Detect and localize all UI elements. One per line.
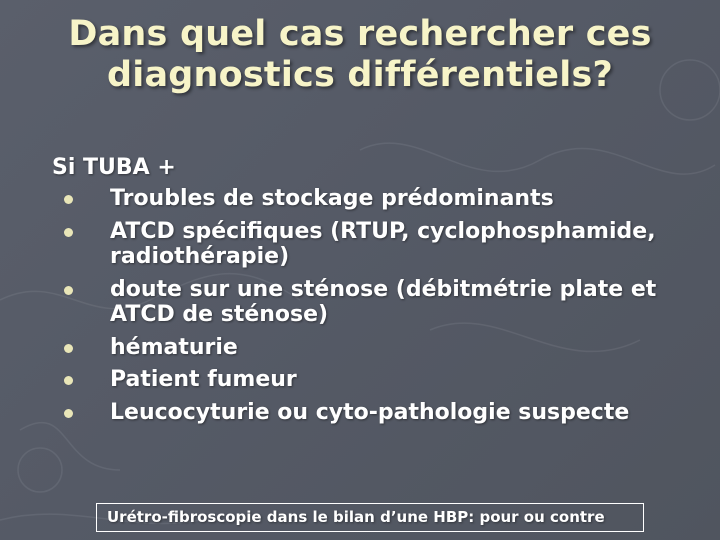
lead-text: Si TUBA + <box>52 155 176 180</box>
bullet-dot-icon <box>64 195 73 204</box>
list-item <box>52 277 692 328</box>
list-item-label: Leucocyturie ou cyto-pathologie suspecte <box>110 399 630 425</box>
slide-body <box>52 155 692 432</box>
list-item <box>52 186 692 212</box>
list-item <box>52 335 692 361</box>
footer-text: Urétro-fibroscopie dans le bilan d’une HBP: pour ou contre <box>107 508 605 526</box>
list-item <box>52 400 692 426</box>
list-item-label: hématurie <box>110 334 238 360</box>
bullet-dot-icon <box>64 228 73 237</box>
list-item-label: ATCD spécifiques (RTUP, cyclophosphamide, radiothérapie) <box>110 218 656 270</box>
bullet-list <box>52 186 692 425</box>
footer-banner <box>96 503 644 532</box>
list-item <box>52 367 692 393</box>
list-item-label: Troubles de stockage prédominants <box>110 186 554 211</box>
bullet-dot-icon <box>64 286 73 295</box>
bullet-dot-icon <box>64 409 73 418</box>
list-item <box>52 219 692 270</box>
list-item-label: doute sur une sténose (débitmétrie plate et ATCD de sténose) <box>110 276 657 328</box>
bullet-dot-icon <box>64 344 73 353</box>
bullet-dot-icon <box>64 376 73 385</box>
list-item-label: Patient fumeur <box>110 367 297 393</box>
page-title: Dans quel cas rechercher ces diagnostics différentiels? <box>68 14 652 96</box>
